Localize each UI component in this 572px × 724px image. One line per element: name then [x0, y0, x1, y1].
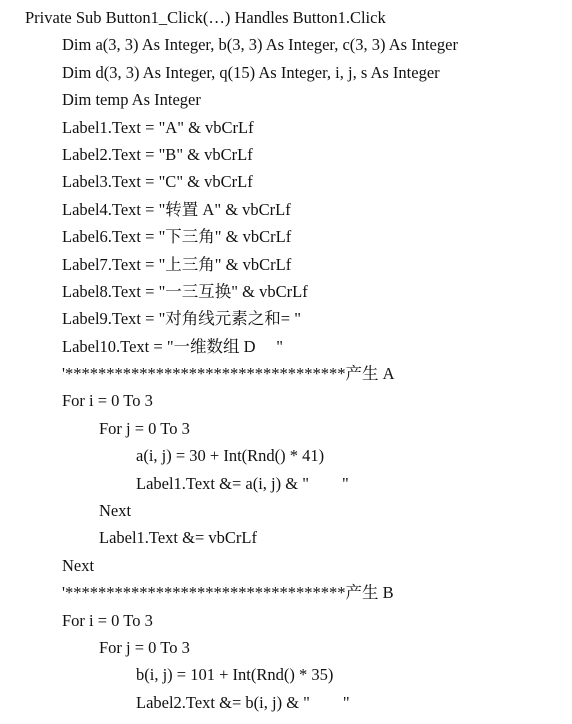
code-comment-generate-b: '**********************************产生 B	[62, 583, 394, 603]
code-line-dim-dq: Dim d(3, 3) As Integer, q(15) As Integer, i, j, s As Integer	[62, 62, 440, 82]
code-line-assign-b: b(i, j) = 101 + Int(Rnd() * 35)	[136, 665, 334, 685]
code-line-next-i-a: Next	[62, 555, 95, 575]
code-line-newline-a: Label1.Text &= vbCrLf	[99, 528, 257, 548]
code-line-dim-abc: Dim a(3, 3) As Integer, b(3, 3) As Integer, c(3, 3) As Integer	[62, 35, 458, 55]
code-line-for-j-b: For j = 0 To 3	[99, 637, 190, 657]
code-line-next-j-a: Next	[99, 501, 132, 521]
code-line-append-a: Label1.Text &= a(i, j) & " "	[136, 473, 349, 493]
code-line-label9: Label9.Text = "对角线元素之和= "	[62, 309, 301, 329]
code-line-label3: Label3.Text = "C" & vbCrLf	[62, 172, 253, 192]
code-line-label1: Label1.Text = "A" & vbCrLf	[62, 117, 254, 137]
code-line-label6: Label6.Text = "下三角" & vbCrLf	[62, 227, 292, 247]
code-line-label2: Label2.Text = "B" & vbCrLf	[62, 144, 253, 164]
code-line-label8: Label8.Text = "一三互换" & vbCrLf	[62, 281, 308, 301]
code-line-dim-temp: Dim temp As Integer	[62, 90, 201, 110]
code-line-assign-a: a(i, j) = 30 + Int(Rnd() * 41)	[136, 446, 325, 466]
code-line-for-i-a: For i = 0 To 3	[62, 391, 153, 411]
code-line-append-b: Label2.Text &= b(i, j) & " "	[136, 692, 350, 712]
code-line-label4: Label4.Text = "转置 A" & vbCrLf	[62, 199, 291, 219]
code-line-label10: Label10.Text = "一维数组 D "	[62, 336, 283, 356]
code-listing	[0, 4, 572, 716]
code-line-for-j-a: For j = 0 To 3	[99, 418, 190, 438]
code-line-label7: Label7.Text = "上三角" & vbCrLf	[62, 254, 292, 274]
code-line-for-i-b: For i = 0 To 3	[62, 610, 153, 630]
code-comment-generate-a: '**********************************产生 A	[62, 364, 395, 384]
code-line-sub-declaration: Private Sub Button1_Click(…) Handles Button1.Click	[25, 8, 386, 27]
